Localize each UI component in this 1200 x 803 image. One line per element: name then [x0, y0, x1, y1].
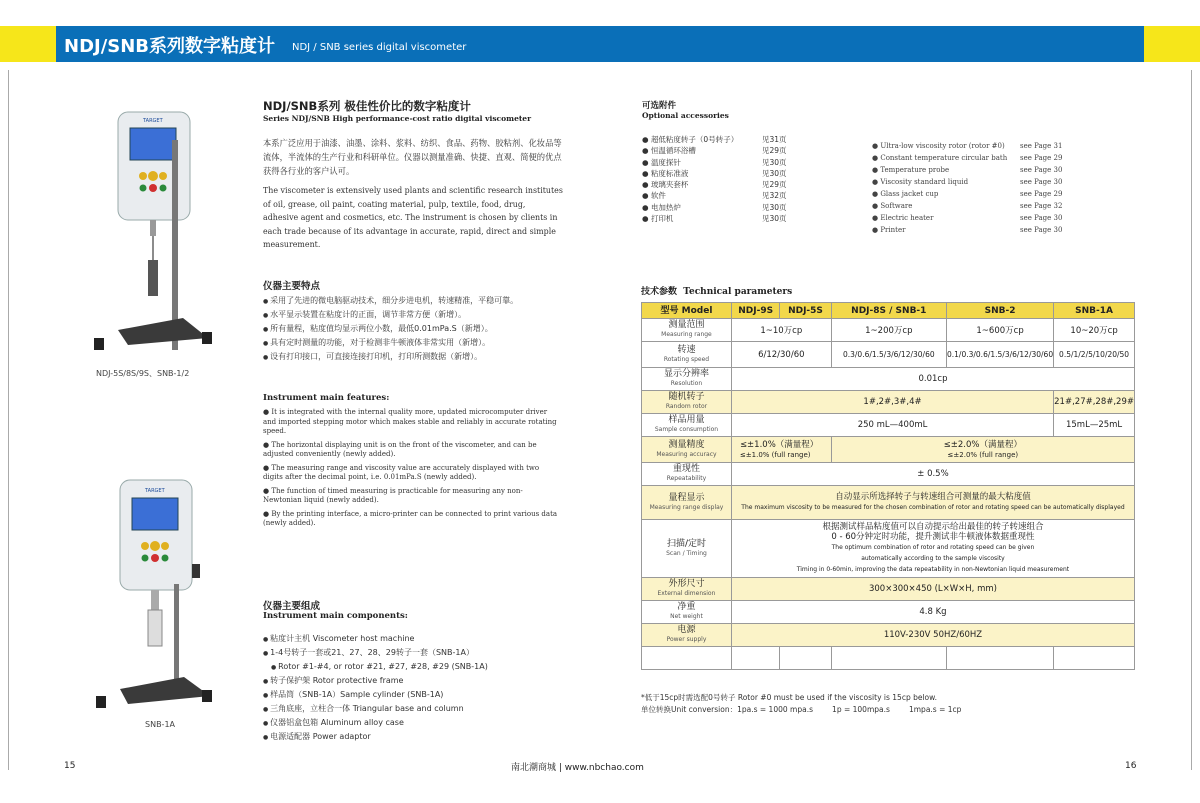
- header-title-en: NDJ / SNB series digital viscometer: [292, 42, 467, 53]
- table-cell: 自动显示所选择转子与转速组合可测量的最大粘度值 The maximum viscosity to be measured for the chosen combination of rotor and rotating speed can be automatically displayed: [731, 486, 1134, 520]
- tech-params-table: [641, 302, 1135, 670]
- table-cell: [731, 647, 779, 670]
- table-row: [642, 319, 1135, 342]
- speed-label: 转速 Rotating speed: [642, 342, 732, 368]
- list-item: ● 恒温循环浴槽 见29页: [642, 146, 787, 156]
- table-cell: 0.01cp: [731, 368, 1134, 391]
- components-list: [263, 632, 488, 744]
- header-accent-right: [1144, 26, 1200, 62]
- viscometer-image-2: [92, 474, 218, 719]
- table-cell: [780, 647, 831, 670]
- list-item: ● 电加热炉 见30页: [642, 202, 787, 212]
- accessories-en-list: [872, 140, 1072, 236]
- table-row: [642, 463, 1135, 486]
- page-number-right: 16: [1125, 761, 1137, 771]
- model-label: 型号 Model: [642, 303, 732, 319]
- repeat-label: 重现性 Repeatability: [642, 463, 732, 486]
- weight-label: 净重 Net weight: [642, 601, 732, 624]
- table-row: [642, 520, 1135, 578]
- list-item: ● 水平显示装置在粘度计的正面，调节非常方便（新增）。: [263, 308, 518, 322]
- list-item: ● 所有量程，粘度值均显示两位小数，最低0.01mPa.S（新增）。: [263, 322, 518, 336]
- device2-brand: TARGET: [145, 488, 165, 494]
- table-cell: 0.3/0.6/1.5/3/6/12/30/60: [831, 342, 946, 368]
- resolution-label: 显示分辨率 Resolution: [642, 368, 732, 391]
- table-cell: 0.1/0.3/0.6/1.5/3/6/12/30/60: [946, 342, 1053, 368]
- table-cell: [1054, 647, 1135, 670]
- rotor-label: 随机转子 Random rotor: [642, 391, 732, 414]
- list-item: ● 1-4号转子一套或21、27、28、29转子一套（SNB-1A）: [263, 646, 488, 660]
- list-item: ● 玻璃夹套杯 见29页: [642, 180, 787, 190]
- table-cell: 6/12/30/60: [731, 342, 831, 368]
- table-row: [642, 303, 1135, 319]
- timing-label: 扫描/定时 Scan / Timing: [642, 520, 732, 578]
- table-cell: [642, 647, 732, 670]
- accessories-cn-list: [642, 134, 792, 224]
- table-row: [642, 391, 1135, 414]
- components-title-en: Instrument main components:: [263, 611, 408, 621]
- accessories-title-cn: 可选附件: [642, 101, 677, 111]
- accessories-title-en: Optional accessories: [642, 111, 729, 120]
- table-cell: ± 0.5%: [731, 463, 1134, 486]
- list-item: ● 粘度标准液 见30页: [642, 168, 787, 178]
- list-item: ● 电源适配器 Power adaptor: [263, 730, 488, 744]
- table-cell: 0.5/1/2/5/10/20/50: [1054, 342, 1135, 368]
- power-label: 电源 Power supply: [642, 624, 732, 647]
- list-item: ● 具有定时测量的功能，对于检测非牛顿液体非常实用（新增）。: [263, 336, 518, 350]
- table-cell: 1#,2#,3#,4#: [731, 391, 1053, 414]
- list-item: ● The horizontal displaying unit is on the front of the viscometer, and can be adjusted conveniently (newly added).: [263, 440, 537, 458]
- list-item: ● Software see Page 32: [872, 202, 1063, 210]
- table-cell: 10~20万cp: [1054, 319, 1135, 342]
- list-item: ● 采用了先进的微电脑驱动技术，细分步进电机，转速精准，平稳可靠。: [263, 294, 518, 308]
- range-label: 测量范围 Measuring range: [642, 319, 732, 342]
- table-cell: 21#,27#,28#,29#: [1054, 391, 1135, 414]
- list-item: ● Glass jacket cup see Page 29: [872, 190, 1063, 198]
- header-title-cn: NDJ/SNB系列数字粘度计: [64, 36, 276, 57]
- table-cell: 250 mL—400mL: [731, 414, 1053, 437]
- components-title-cn: 仪器主要组成: [263, 601, 321, 612]
- table-row: [642, 342, 1135, 368]
- intro-cn: 本系广泛应用于油漆、油墨、涂料、浆料、纺织、食品、药物、胶粘剂、化妆品等流体，半流体的生产行业和科研单位。仪器以测量准确、快捷、直观、简便的优点获得各行业的客户认可。: [263, 138, 562, 176]
- model-cell: SNB-2: [946, 303, 1053, 319]
- model-cell: NDJ-8S / SNB-1: [831, 303, 946, 319]
- volume-label: 样品用量 Sample consumption: [642, 414, 732, 437]
- table-row: [642, 624, 1135, 647]
- table-cell: 110V-230V 50HZ/60HZ: [731, 624, 1134, 647]
- features-cn-list: [263, 294, 518, 364]
- table-row: [642, 414, 1135, 437]
- list-item: ● 仪器铝盒包箱 Aluminum alloy case: [263, 716, 488, 730]
- table-cell: ≤±1.0%（满量程） ≤±1.0% (full range): [731, 437, 831, 463]
- table-row: [642, 437, 1135, 463]
- table-cell: 1~200万cp: [831, 319, 946, 342]
- table-row: [642, 368, 1135, 391]
- table-cell: 1~10万cp: [731, 319, 831, 342]
- tech-title: 技术参数 Technical parameters: [641, 287, 793, 297]
- list-item: ● Temperature probe see Page 30: [872, 166, 1063, 174]
- model-cell: NDJ-5S: [780, 303, 831, 319]
- features-title-cn: 仪器主要特点: [263, 281, 321, 292]
- list-item: ● Viscosity standard liquid see Page 30: [872, 178, 1063, 186]
- table-cell: 1~600万cp: [946, 319, 1053, 342]
- features-title-en: Instrument main features:: [263, 393, 390, 403]
- table-cell: [946, 647, 1053, 670]
- list-item: ● 粘度计主机 Viscometer host machine: [263, 632, 488, 646]
- intro-en: The viscometer is extensively used plants and scientific research institutes of oil, grease, oil paint, coating material, pulp, textile, food, drug, adhesive agent and cosmetics, etc. The instrument is chosen by clients in each trade because of its advantage in accurate, rapid, direct and simple measurement.: [263, 186, 563, 249]
- list-item: ● 软件 见32页: [642, 191, 787, 201]
- list-item: ● Rotor #1-#4, or rotor #21, #27, #28, #29 (SNB-1A): [263, 660, 488, 674]
- device1-brand: TARGET: [143, 118, 163, 124]
- list-item: ● Constant temperature circular bath see Page 29: [872, 154, 1063, 162]
- note-unit-conversion: 单位转换Unit conversion：1pa.s = 1000 mpa.s 1p = 100mpa.s 1mpa.s = 1cp: [641, 705, 962, 714]
- list-item: ● Ultra-low viscosity rotor (rotor #0) see Page 31: [872, 142, 1063, 150]
- intro-subtitle: Series NDJ/SNB High performance-cost ratio digital viscometer: [263, 114, 532, 123]
- page-header: [0, 26, 1200, 62]
- table-cell: ≤±2.0%（满量程） ≤±2.0% (full range): [831, 437, 1134, 463]
- features-en-list: [263, 408, 559, 529]
- table-cell: 300×300×450 (L×W×H, mm): [731, 578, 1134, 601]
- list-item: ● Printer see Page 30: [872, 226, 1063, 234]
- list-item: ● 样品筒（SNB-1A）Sample cylinder (SNB-1A): [263, 688, 488, 702]
- table-row: [642, 486, 1135, 520]
- table-cell: 4.8 Kg: [731, 601, 1134, 624]
- list-item: ● 打印机 见30页: [642, 214, 787, 224]
- note-rotor: *低于15cp时需选配0号转子 Rotor #0 must be used if the viscosity is 15cp below.: [641, 693, 937, 702]
- display-label: 量程显示 Measuring range display: [642, 486, 732, 520]
- list-item: ● 设有打印接口，可直接连接打印机，打印所测数据（新增）。: [263, 350, 518, 364]
- list-item: ● Electric heater see Page 30: [872, 214, 1063, 222]
- list-item: ● The measuring range and viscosity value are accurately displayed with two digits after the decimal point, i.e. 0.01mPa.S (newly added).: [263, 463, 540, 481]
- list-item: ● 温度探针 见30页: [642, 157, 787, 167]
- page-frame-left: [8, 70, 9, 770]
- table-row: [642, 647, 1135, 670]
- table-row: [642, 601, 1135, 624]
- list-item: ● 转子保护架 Rotor protective frame: [263, 674, 488, 688]
- viscometer-image-1: [88, 100, 218, 362]
- accuracy-label: 测量精度 Measuring accuracy: [642, 437, 732, 463]
- list-item: ● 超低粘度转子（0号转子） 见31页: [642, 135, 787, 144]
- list-item: ● The function of timed measuring is practicable for measuring any non-Newtonian liquid (newly added).: [263, 486, 523, 504]
- device2-caption: SNB-1A: [145, 720, 175, 729]
- table-cell: 15mL—25mL: [1054, 414, 1135, 437]
- footer-site: 南北潮商城 | www.nbchao.com: [511, 763, 644, 773]
- page-frame-right: [1191, 70, 1192, 770]
- list-item: ● It is integrated with the internal quality more, updated microcomputer driver and imported stepping motor which makes stable and reliably in accurate rotating speed.: [263, 408, 557, 435]
- list-item: ● By the printing interface, a micro-printer can be connected to print various data (newly added).: [263, 509, 558, 527]
- page-number-left: 15: [64, 761, 76, 771]
- model-cell: SNB-1A: [1054, 303, 1135, 319]
- table-cell: 根据测试样品粘度值可以自动提示给出最佳的转子转速组合 0 - 60分钟定时功能，提升测试非牛顿液体数据重现性 The optimum combination of rotor and rotating speed can be given automatically according to the sample viscosity Timing in 0-60min, improving the data repeatability in non-Newtonian liquid measurement: [731, 520, 1134, 578]
- intro-title: NDJ/SNB系列 极佳性价比的数字粘度计: [263, 99, 471, 113]
- list-item: ● 三角底座，立柱合一体 Triangular base and column: [263, 702, 488, 716]
- table-cell: [831, 647, 946, 670]
- dim-label: 外形尺寸 External dimension: [642, 578, 732, 601]
- header-accent-left: [0, 26, 56, 62]
- table-row: [642, 578, 1135, 601]
- model-cell: NDJ-9S: [731, 303, 779, 319]
- device1-caption: NDJ-5S/8S/9S、SNB-1/2: [96, 369, 190, 378]
